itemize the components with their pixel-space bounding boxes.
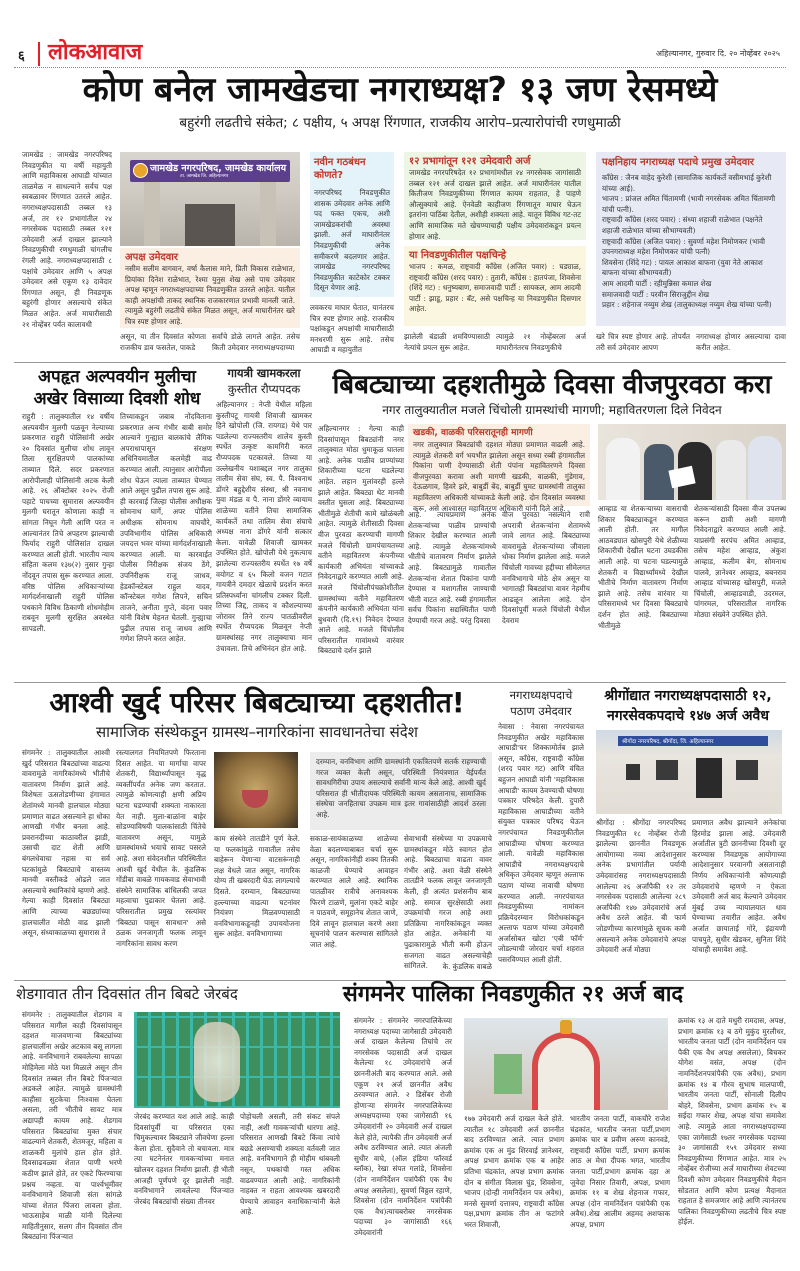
alliance-box-title: नवीन गठबंधन कोणते?	[314, 157, 366, 181]
masthead-divider	[38, 42, 41, 66]
story5-col3: काम संस्थेने तातडीने पूर्ण केले. या फलकांमुळे गावातील तसेच बाहेरून येणाऱ्या वाटसरूंनाही लक्ष वेधले जात असून, नागरिक योग्य ती खबरदारी घेऊ लागल्याचे दिसते. दरम्यान, बिबट्याच्या हल्ल्याच्या वाढत्या घटनांवर नियंत्रण मिळवण्यासाठी वनविभागाकडूनही उपाययोजना सुरू आहेत. वनविभागाच्या	[214, 834, 300, 939]
building-window	[626, 764, 640, 780]
person-figure	[748, 436, 782, 500]
leopard-photo	[214, 752, 298, 828]
person-figure	[606, 438, 640, 500]
independents-box	[120, 248, 300, 328]
candidates-box	[596, 152, 786, 326]
story5-col5: सेवाभावी संस्थेच्या या उपक्रमाचे ग्रामस्थांकडून मोठे स्वागत होत आहे. बिबट्याचा वाढता वावर गंभीर आहे. अशा वेळी संस्थेने तातडीने फलक लावून जनजागृती केली, ही अत्यंत प्रशंसनीय बाब आहे. समाज सुरक्षेसाठी अशा उपक्रमांची गरज आहे अशा प्रतिक्रिया नागरिकांकडून व्यक्त होत आहेत. अनेकांनी या पुढाकारामुळे भीती कमी होऊन सजगता वाढत असल्याचेही सांगितले.	[404, 834, 492, 971]
story4-box	[408, 424, 590, 513]
candidate-item: आम आदमी पार्टी : रहीमुन्निसा कमाल शेख	[602, 278, 712, 288]
independents-box-body: नसीम सलीम बागवान, वर्षा कैलास माने, प्रिती विकास राळेभात, प्रियांका दिनेश राळेभात, रेश्मा युनुस शेख असे पाच उमेदवार अपक्ष म्हणून नगराध्यक्षपदाच्या निवडणुकीत उतरले आहेत. यातील काही अपक्षांची ताकद स्थानिक राजकारणात प्रभावी मानली जाते. त्यामुळे बहुरंगी लढतीचे संकेत मिळत असून, अर्ज माघारीनंतर खरे चित्र स्पष्ट होणार आहे.	[125, 264, 295, 326]
story1-col4a: झालेली बंडाळी शमविण्यासाठी नेत्यांचे प्रयत्न सुरू आहेत.	[404, 332, 490, 352]
candidate-item: राष्ट्रवादी काँग्रेस (शरद पवार) : संध्या शहाजी राळेभात (पक्षनेते शहाजी राळेभात यांच्या सौभाग्यवती)	[602, 215, 763, 235]
story2-headline: अपहृत अल्पवयीन मुलीचा अखेर विसाव्या दिवशी शोध	[33, 367, 201, 409]
sangamner-municipal-gate-photo	[464, 1018, 668, 1110]
story6-body: नेवासा : नेवासा नगरपंचायत निवडणुकीत अखेर महाविकास आघाडी'चर शिक्कामोर्तब झाले असून, काँग्रेस, राष्ट्रवादी काँग्रेस (शरद पवार गट) आणि वंचित बहुजन आघाडी यांनी 'महाविकास आघाडी' कायम ठेवण्याची घोषणा पत्रकार परिषदेत केली. दुपारी महाविकास आघाडीच्या वतीने संयुक्त पत्रकार परिषद घेऊन नगरपंचायत निवडणुकीतील आघाडीच्या घोषणा करण्यात आली. यावेळी महाविकास आघाडीचे नगराध्यक्षपदाचे अधिकृत उमेदवार म्हणून अल्ताफ पठाण यांच्या नावाची घोषणा करण्यात आली. नगरपंचायत निवडणुकीच्या नामांकन प्रक्रियेदरम्यान विरोधकांकडून अल्ताफ पठाण यांच्या उमेदवारी अर्जासोबत खोटा 'एबी फॉर्म' जोडल्याची जोरदार चर्चा शहरात पसरविण्यात आली होती.	[498, 722, 584, 965]
story4-col5: शेतकऱ्यांसाठी दिवसा वीज उपलब्ध करून द्यावी अशी मागणी निवेदनाद्वारे करण्यात आली आहे. याप्रसंगी सरपंच अमित आव्हाड, तसेच महेश आव्हाड, अंकुश आव्हाड, कलीम बेग, सोमनाथ पालवे, ज्ञानेश्वर आव्हाड, बबनराव आव्हाड यांच्यासह खोसपुरी, मजले चिंचोली, आव्हाडवाडी, उदरमल, पांगरमल, परिसरातील नागरिक मोठ्या संख्येने उपस्थित होते.	[694, 504, 786, 619]
story9-headline: संगमनेर पालिका निवडणुकीत २१ अर्ज बाद	[342, 982, 684, 1007]
story4-headline: बिबट्याच्या दहशतीमुळे दिवसा वीजपुरवठा करा	[332, 370, 772, 400]
story5-subheadline: सामाजिक संस्थेकडून ग्रामस्थ–नागरिकांना सावधानतेचा संदेश	[96, 723, 418, 741]
story3-headline-line2: कुस्तीत रौप्यपदक	[227, 382, 301, 396]
story1-col3: लवकरच माघार घेतात, यानंतरच चित्र स्पष्ट होणार आहे. राजकीय पक्षांकडून अपक्षांची माघारीसाठी मनधरणी सुरू आहे. तसेच आघाडी व महायुतीत	[310, 303, 394, 355]
building-door	[185, 204, 235, 246]
symbols-box	[404, 246, 586, 326]
story5-headline: आश्वी खुर्द परिसर बिबट्याच्या दहशतीत!	[49, 686, 465, 719]
story9-col3: भारतीय जनता पार्टी, वाकचौरे राजेश चंद्रकांत, भारतीय जनता पार्टी,प्रभाग क्रमांक चार ब प्रवीण अरुण कानवडे, राष्ट्रवादी काँग्रेस पार्टी, प्रभाग क्रमांक आठ अ मेधा दीपक भगत, भारतीय जनता पार्टी,प्रभाग क्रमांक दहा अ जुवेदा निसार तिवारी, अपक्ष, प्रभाग क्रमांक ११ ब शेख शेहनाज गफार, अपक्ष (दोन नामनिर्देशन पत्रांपैकी एक अवैध).शेख आलीम अहमद अशफाक अपक्ष, प्रभाग	[570, 1114, 670, 1229]
candidate-item: राष्ट्रवादी काँग्रेस (अजित पवार) : सुवर्णा महेश निमोणकर (भावी उपनगराध्यक्ष महेश निमोणकर यांची पत्नी)	[602, 236, 765, 257]
story7-headline-line2: नगरसेवकपदाचे १४७ अर्ज अवैध	[607, 708, 769, 724]
building-window	[696, 758, 722, 798]
masthead-rule	[14, 67, 786, 68]
story8-col1: संगमनेर : तालुक्यातील शेडगाव व परिसरात मागील काही दिवसांपासून दहशत माजवणाऱ्या बिबट्यांच्या हालचालींना अखेर अटकाव बसू लागला आहे. वनविभागाने राबवलेल्या सापळा मोहिमेला मोठे यश मिळाले असून तीन दिवसांत तब्बल तीन बिबटे पिंजऱ्यात अडकले आहेत. त्यामुळे ग्रामस्थांनी काहीसा सुटकेचा निःश्वास घेतला असला, तरी भीतीचे सावट मात्र अद्यापही कायम आहे. शेडगाव परिसरात बिबट्यांचा मुक्त संचार वाढल्याने शेतकरी, शेतमजूर, महिला व शाळकरी मुलांचे हाल होत होते. दिवसाढवळ्या शेतात पाणी भरणे कठीण झाले होते, तर एकटे फिरण्याचा प्रश्नच नव्हता. या पार्श्वभूमीवर वनविभागाने शिवाजी संता सांगळे यांच्या शेतात पिंजरा लावला होता. भाऊसाहेब माळी यांनी दिलेल्या माहितीनुसार, सलग तीन दिवसांत तीन बिबट्यांना पिंजऱ्यात	[22, 1010, 122, 1242]
story4-col2: आहे. त्याचप्रमाणे अनेक शेतकऱ्यांच्या पाळीव प्राण्यांची शिकार देखील करण्यात आली आहे. त्यामुळे शेतकऱ्यांमध्ये भीतीचे वातावरण निर्माण झालेले आहे. बिबट्यामुळे गावातील शेतकऱ्यांना शेतात पिकांना पाणी देण्यास व मशागतीस जाण्याची भीती वाटत आहे. रब्बी हंगामातील सर्वच पिकांना सद्यस्थितीत पाणी देण्याची गरज आहे. परंतु दिवसा	[408, 510, 496, 625]
story5-col4: सकाळ-सायंकाळच्या शाळेच्या वेळा बदलण्याबाबत चर्चा सुरू असून, नागरिकांनीही शक्य तितकी काळजी घेण्याचे आवाहन करण्यात आले आहे. स्थानिक पातळीवर रात्रीचे अनावश्यक फिरणे टाळणे, मुलांना एकटे बाहेर न पाठवणे, समूहानेच शेतात जाणे, दिवे लावून हालचाल करणे अशा सूचनांचे पालन करण्यास सांगितले जात आहे.	[310, 834, 398, 949]
story4-box-title: खडकी, वाळकी परिसरातूनही मागणी	[413, 428, 533, 438]
shrigonda-office-photo	[596, 730, 782, 814]
page-number: ६	[18, 49, 25, 64]
building-window	[736, 760, 758, 780]
wards-box-body: जामखेड नगरपरिषदेत १२ प्रभागांमधील २४ नगरसेवक जागांसाठी तब्बल १२१ अर्ज दाखल झाले आहेत. अर्ज माघारीनंतर यातील कितीजण निवडणुकीच्या रिंगणात कायम राहतात, हे पाहणे औत्सुक्याचे आहे. ऐनवेळी काहीजण रिंगणातून माघार घेऊन इतरांना पाठिंबा देतील, अशीही शक्यता आहे. यातून विविध गट-तट आणि सामाजिक मते खेचण्याचाही पक्षीय उमेदवारांकडून प्रयत्न होणार आहे.	[409, 168, 581, 241]
story9-col1: संगमनेर : संगमनेर नगरपालिकेच्या नगराध्यक्ष पदाच्या जागेसाठी उमेदवारी अर्ज दाखल केलेल्या तिघांचे तर नगरसेवक पदासाठी अर्ज दाखल केलेल्या १८ उमेदवारांचे अर्ज छाननीअंती बाद करण्यात आले. असे एकूण २१ अर्ज छाननीत अवैध ठरवण्यात आले. २ डिसेंबर रोजी होणाऱ्या संगमनेर नगरपालिकेच्या अध्यक्षपदाच्या एका जागेसाठी १६ उमेदवारांनी २० उमेदवारी अर्ज दाखल केले होते, त्यापैकी तीन उमेदवारी अर्ज अवैध ठरविण्यात आले. त्यात अंजली सुधीर वाघे, (ऑल इंडिया फॉरवर्ड ब्लॉक), रेखा संपत गलांडे, शिवसेना (दोन नामनिर्देशन पत्रांपैकी एक वैध अपक्ष असलेला), सुवर्णा विठ्ठल रहाणे, शिवसेना (दोन नामनिर्देशन पत्रांपैकी एक वैध)त्याचबरोबर नगरसेवक पदाच्या ३० जागांसाठी १६६ उमेदवारांनी	[354, 1016, 452, 1237]
signboard	[494, 1054, 522, 1094]
story4-col3: वीज पुरवठा नसल्याने रात्री अपरात्री शेतकऱ्यांना शेतामध्ये जावे लागत आहे. बिबट्याच्या वावरामुळे शेतकऱ्यांच्या जीवाला धोका निर्माण झालेला आहे. मजले चिंचोली गावच्या हद्दीच्या सीमेलगत वनविभागाचे मोठे क्षेत्र असून या भागातही बिबट्यांचा वावर नेहमीच आढळून आलेला आहे. दोन दिवसांपूर्वी मजले चिंचोली येथील देवराम	[502, 510, 590, 625]
story5-signoff: के. कुंडलिक वाबळे	[442, 962, 492, 971]
story7-col1: श्रीगोंदा : श्रीगोंदा नगरपरिषद निवडणुकीत १८ नोव्हेंबर रोजी झालेल्या छाननीत निवडणूक आयोगाच्या नव्या आदेशानुसार अनेक प्रभागांतील पर्यायी उमेदवारांसह नगराध्यक्षपदासाठी आलेल्या २६ अर्जांपैकी १२ तर नगरसेवक पदासाठी आलेल्या २८९ अर्जांपैकी १४७ उमेदवारांचे अर्ज अवैध ठरले आहेत. बी फार्म जोडणीच्या कारणांमुळे सूचक कमी असल्याने अनेक उमेदवारांचे अपक्ष उमेदवारी अर्ज मोठ्या	[596, 818, 686, 955]
story2-col2: तिच्याकडून जबाब नोंदविताना प्रकरणात अन्य गंभीर बाबी समोर आल्याने गुन्ह्यात बालकांचे लैंगिक अपराधापासून संरक्षण अधिनियमातील कलमेही वाढ करण्यात आली. त्यानुसार आरोपीला शोध घेऊन त्याला ताब्यात घेण्यात आले असून पुढील तपास सुरू आहे. ही कारवाई जिल्हा पोलीस अधीक्षक सोमनाथ घार्गे, अपर पोलिस अधीक्षक सोमनाथ वाघचौरे, उपविभागीय पोलिस अधिकारी जयदत्त भवर यांच्या मार्गदर्शनाखाली करण्यात आली. या कारवाईत पोलीस निरीक्षक संजय ठेंगे, उपनिरीक्षक राजू जाधव, हेडकॉन्स्टेबल राहुल यादव, कॉन्स्टेबल गणेश लिपने, सचिन ताजने, अनीता गुप्ते, वंदना पवार यांनी विशेष मेहनत घेतली. गुन्ह्याचा पुढील तपास राजू जाधव आणि गणेश लिपने करत आहेत.	[120, 412, 212, 644]
office-sign-board	[618, 736, 768, 746]
story8-headline: शेडगावात तीन दिवसांत तीन बिबटे जेरबंद	[16, 985, 238, 1003]
independents-box-title: अपक्ष उमेदवार	[125, 252, 178, 263]
story7-headline-line1: श्रीगोंद्यात नगराध्यक्षपदासाठी १२,	[604, 688, 772, 704]
leopard-body	[194, 1022, 240, 1102]
emblem-icon	[133, 163, 148, 178]
office-sign-board	[130, 160, 290, 182]
section-divider	[14, 980, 786, 981]
candidate-item: समाजवादी पार्टी : परवीन सिराजुद्दीन शेख	[602, 289, 709, 299]
masthead	[14, 40, 786, 68]
candidate-item: काँग्रेस : जैनब वाहेद कुरेशी (सामाजिक कार्यकर्ते वसीमभाई कुरेशी यांच्या आई).	[602, 173, 772, 193]
paper-logo: लोकआवाज	[48, 40, 143, 65]
story9-col2: १७७ उमेदवारी अर्ज दाखल केले होते. त्यातील १८ उमेदवारी अर्ज छाननीत बाद ठरविण्यात आले. त्यात प्रभाग क्रमांक एक अ मुंढ शिरवाई ज्ञानेश्वर, अपक्ष प्रभाग क्रमांक एक ब आहेर प्रतिभा चंद्रकांत, अपक्ष प्रभाग क्रमांक दोन ब संगीता विलास घुंड, शिवसेना, भाजप (दोन्ही नामनिर्देशन पत्र अवैध), मनसे सुवर्णा दत्तात्रय, राष्ट्रवादी काँग्रेस पक्ष,प्रभाग क्रमांक तीन अ फटांगरे भरत शिवाजी,	[464, 1114, 564, 1229]
office-sign-text: श्रीगोंदा नगरपरिषद, श्रीगोंदा, जि. अहिल्यानगर	[622, 739, 714, 745]
symbols-box-title: या निवडणुकीतील पक्षचिन्हे	[409, 250, 507, 261]
story5-box	[310, 752, 492, 830]
gate-emblem	[560, 1020, 572, 1034]
story1-col5a: खरे चित्र स्पष्ट होणार आहे. तोपर्यंत तरी सर्व उमेदवार आपण	[596, 332, 690, 352]
section-divider	[14, 682, 786, 683]
memorandum-handover-photo	[598, 424, 786, 500]
gate-arch	[532, 1032, 600, 1110]
candidates-box-title: पक्षनिहाय नगराध्यक्ष पदाचे प्रमुख उमेदवार	[602, 157, 754, 168]
candidate-item: शिवसेना (शिंदे गट) : पायल आकाश बाफना (युवा नेते आकाश बाफना यांच्या सौभाग्यवती)	[602, 257, 763, 278]
story4-col1: अहिल्यानगर : गेल्या काही दिवसांपासून बिबट्यांनी नगर तालुक्यात मोठा धुमाकूळ घातला आहे. अनेक पाळीव प्राण्यांच्या शिकारीच्या घटना घडलेल्या आहेत. लहान मुलांवरही हल्ले झाले आहेत. बिबट्या थेट मानवी वस्तीत घुसला आहे. बिबट्याच्या भीतीमुळे शेतीची कामे खोळंबली आहेत. त्यामुळे शेतीसाठी दिवसा वीज पुरवठा करण्याची मागणी मजले चिंचोली ग्रामपंचायतच्या वतीने महावितरण कंपनीच्या कार्यकारी अभियंता यांच्याकडे निवेदनाद्वारे करण्यात आली आहे. मजले चिंचोलीपंचक्रोशीतील ग्रामस्थांच्या वतीने महावितरण कंपनीने कार्यकारी अभियंता यांना बुधवारी (दि.१९) निवेदन देण्यात आले आहे. मजले चिंचोलीव परिसरातील गावांमध्ये वारंवार बिबट्याचे दर्शन झाले	[318, 424, 404, 656]
alliance-box	[310, 152, 394, 297]
candidate-item: प्रहार : शहेनाज नय्युम शेख (तालुकाध्यक्ष नय्युम शेख यांच्या पत्नी)	[602, 300, 772, 310]
office-sign-subtext: ता. जामखेड जि. अहिल्यानगर	[180, 174, 229, 179]
jamkhed-office-photo	[120, 152, 300, 246]
symbols-box-body: भाजप : कमळ, राष्ट्रवादी काँग्रेस (अजित पवार) : घड्याळ, राष्ट्रवादी काँग्रेस (शरद पवार) : तुतारी, काँग्रेस : हातपंजा, शिवसेना (शिंदे गट) : धनुष्यबाण, समाजवादी पार्टी : सायकल, आम आदमी पार्टी : झाडू, प्रहार : बॅट, असे पक्षचिन्ह या निवडणुकीत दिसणार आहेत.	[409, 262, 581, 314]
story6-headline-line2: पठाण उमेदवार	[510, 704, 572, 718]
story9-col4: क्रमांक १३ अ दाते मधुरी रामदास, अपक्ष, प्रभाग क्रमांक १३ ब ठगे मुकुंद मुरलीधर, भारतीय जनता पार्टी (दोन नामनिर्देशन पत्र पैकी एक वैध अपक्ष असलेला), बिचकर योगेश वसंत, अपक्ष (दोन नामनिर्देशनपत्रांपैकी एक अवैध), प्रभाग क्रमांक १४ ब गौरव सुभाष मालपाणी, भारतीय जनता पार्टी, सोनाली दिलीप बोहरे, शिवसेना, प्रभाग क्रमांक १५ ब सईदा गफार शेख, अपक्ष यांचा समावेश आहे. त्यामुळे आता नगराध्यक्षपदाच्या एका जागेसाठी १७तर नगरसेवक पदाच्या ३० जागांसाठी १५९ उमेदवार सध्या निवडणुकीच्या रिंगणात आहेत. मात्र २५ नोव्हेंबर रोजीच्या अर्ज माघारीच्या शेवटच्या दिवशी कोण उमेदवार निवडणुकीचे मैदान सोडतात आणि कोण प्रत्यक्ष मैदानात राहतात हे समजणार आहे आणि त्यानंतरच पालिका निवडणुकीच्या लढतीचे चित्र स्पष्ट होईल.	[678, 1016, 786, 1227]
story3-headline-line1: गायत्री खामकरला	[227, 366, 301, 380]
story1-col-mid-b: सर्वांचे डोळे लागले आहेत. तसेच किती उमेदवार नगराध्यक्षपदाच्या	[212, 332, 300, 352]
caged-leopard-photo	[134, 1012, 340, 1108]
story3-body: अहिल्यानगर : नेप्ती येथील महिला कुस्तीपटू गायत्री शिवाजी खामकर हिने खोपोली (जि. रायगड) येथे पार पडलेल्या राज्यस्तरीय शालेय कुस्ती स्पर्धेत उत्कृष्ट कामगिरी करत रौप्यपदक पटकावले. तिच्या या उल्लेखनीय यशाबद्दल नगर तालुका तालीम सेवा संघ, स्व. पै. विश्वनाथ डोंगरे बहुद्देशीय संस्था, श्री नवनाथ युवा मंडळ व पै. नाना डोंगरे व्यायाम शाळेच्या वतीने तिचा सामाजिक कार्यकर्ते तथा तालिम सेवा संघाचे अध्यक्ष नाना डोंगरे यांनी सत्कार केला. यावेळी शिवाजी खामकर उपस्थित होते. खोपोली येथे नुकत्याच झालेल्या राज्यस्तरीय स्पर्धेत १७ वर्षे वयोगट व ६५ किलो वजन गटात गायत्रीने दमदार खेळाचे प्रदर्शन करत प्रतिस्पर्ध्यांना चांगलीच टक्कर दिली. तिच्या जिद्द, ताकद व कौशल्याच्या जोरावर तिने राज्य पातळीवरील स्पर्धेत रौप्यपदक मिळवून नेप्ती ग्रामस्थांसह नगर तालुक्याचा मान उंचावला. तिचे अभिनंदन होत आहे.	[216, 400, 312, 653]
wards-box	[404, 152, 586, 240]
building-window	[656, 760, 678, 780]
story1-subheadline: बहुरंगी लढतीचे संकेत; ८ पक्षीय, ५ अपक्ष रिंगणात, राजकीय आरोप–प्रत्यारोपांची रणधुमाळी	[179, 115, 621, 131]
story8-col2: जेरबंद करण्यात यश आले आहे. काही दिवसांपूर्वी या परिसरात एका चिमुकल्यावर बिबट्याने जीवघेणा हल्ला केला होता. सुदैवाने तो बचावला. मात्र त्या घटनेनंतर गावकऱ्यांच्या मनात खोलवर दहशत निर्माण झाली. ही भीती आजही पूर्णपणे दूर झालेली नाही. वनविभागाने लावलेल्या पिंजऱ्यात जेरबंद बिबट्यांची संख्या तीनवर	[134, 1112, 234, 1206]
wards-box-title: १२ प्रभागांतून १२१ उमेदवारी अर्ज	[409, 156, 531, 167]
story2-col1: राहुरी : तालुक्यातील १४ वर्षीय अल्पवयीन मुलगी पळवून नेल्याच्या प्रकरणात राहुरी पोलिसांनी अखेर २० दिवसांत मुलीचा शोध लावून तिला सुरक्षितपणे पालकांच्या ताब्यात दिले. सदर प्रकरणात आरोपीलाही पोलिसांनी अटक केली आहे. २६ ऑक्टोबर २०२५ रोजी पहाटे पाचच्या सुमारास अल्पवयीन मुलगी घरातून कोणाला काही न सांगता निघून गेली आणि परत न आल्यानंतर तिचे अपहरण झाल्याची फिर्याद राहुरी पोलिसांत दाखल करण्यात आली होती. भारतीय न्याय संहिता कलम १३७(२) नुसार गुन्हा नोंदवून तपास सुरू करण्यात आला. वरिष्ठ पोलिस अधिकाऱ्यांच्या मार्गदर्शनाखाली राहुरी पोलिस पथकाने विविध ठिकाणी शोधमोहीम राबवून मुलगी सुरक्षित अवस्थेत सापडली.	[22, 412, 114, 633]
story4-col4: आव्हाड या शेतकऱ्याच्या वासराची शिकार बिबट्याकडून करण्यात आली होती. तर मागील आठवड्यात खोसपुरी येथे शेळीच्या शिकारीची देखील घटना उघडकीस आली आहे. या घटना घडल्यामुळे शेतकरी व विद्यार्थ्यांमध्ये देखील भीतीचे निर्माण वातावरण निर्माण झाले आहे. तसेच वारंवार या परिसरामध्ये भर दिवसा बिबट्याचे दर्शन होत आहे. बिबट्याच्या भीतीमुळे	[598, 504, 688, 630]
story6-headline-line1: नगराध्यक्षपदाचे	[509, 688, 573, 702]
leopard-mouth	[242, 790, 268, 808]
candidate-item: भाजप : प्रांजल अमित चिंतामणी (भावी नगरसेवक अमित चिंतामणी यांची पत्नी).	[602, 194, 776, 214]
story5-col2: रस्त्यालगत नियमितपणे फिरताना दिसत आहेत. या मार्गाचा वापर शेतकरी, विद्यार्थ्यांपासून वृद्ध व्यक्तींपर्यंत अनेक जण करतात. त्यामुळे कोणत्याही क्षणी अप्रिय घटना घडण्याची शक्यता नाकारता येत नाही. मुला-बाळांना बाहेर सोडण्याविषयी पालकांसाठी चिंतेचे वातावरण असून, यामुळे ग्रामस्थांमध्ये भयाचे सावट पसरले आहे. अशा संवेदनशील परिस्थितीत आश्वी खुर्द येथील के. कुंडलिक गोंडीबा वाबळे गायकवाड सेवाभावी संस्थेने सामाजिक बांधिलकी जपत महत्वाचा पुढाकार घेतला आहे. परिसरातील प्रमुख रस्त्यांवर 'बिबट्या पासून सावधान' असे ठळक जनजागृती फलक लावून नागरिकांना सावध करण	[116, 748, 206, 948]
story5-box-body: दरम्यान, वनविभाग आणि ग्रामस्थांनी एकत्रितपणे सतर्क राहण्याची गरज व्यक्त केली असून, परिस्थिती नियंत्रणात येईपर्यंत सावधगिरीचा उपाय असल्याचे सर्वांनी मान्य केले आहे. आश्वी खुर्द परिसरात ही भीतीदायक परिस्थिती कायम असतानाच, सामाजिक संस्थेचा जनहिताचा उपक्रम मात्र इतर गावांसाठीही आदर्श ठरला आहे.	[316, 757, 486, 819]
alliance-box-body: नगरपरिषद निवडणुकीत शासक उमेदवार अनेक आणि पद फक्त एकच, अशी जामखेडकरांची अवस्था झाली. अर्ज माघारीनंतर निवडणुकीची अनेक समीकरणे बदलणार आहेत. जामखेड नगरपरिषद निवडणुकीत काटेकोर टक्कर दिसून येणार आहे.	[314, 188, 390, 293]
dateline: अहिल्यानगर, गुरुवार दि. २० नोव्हेंबर २०२५	[655, 49, 780, 58]
story1-col1: जामखेड : जामखेड नगरपरिषद निवडणुकीत या वर्षी महायुती आणि महाविकास आघाडी यांच्यात ताळमेळ न साधल्याने सर्वच पक्ष स्वबळावर रिंगणात उतरले आहेत. नगराध्यक्षपदासाठी तब्बल १३ अर्ज, तर १२ प्रभागांतील २४ नगरसेवक पदासाठी तब्बल १२१ उमेदवारी अर्ज दाखल झाल्याने निवडणुकीची रणधुमाळी चांगलीच रंगली आहे. नगराध्यक्षपदासाठी ८ पक्षांचे उमेदवार आणि ५ अपक्ष उमेदवार असे एकूण १३ दावेदार रिंगणात असून, ही निवडणूक बहुरंगी होणार असल्याचे संकेत मिळत आहेत. अर्ज माघारीसाठी २१ नोव्हेंबर पर्यंत कालावधी	[22, 150, 112, 329]
story4-subheadline: नगर तालुक्यातील मजले चिंचोली ग्रामस्थांची मागणी; महावितरणला दिले निवेदन	[382, 403, 722, 417]
story8-col3: पोहोचली असली, तरी संकट संपले नाही, अशी गावकऱ्यांची धारणा आहे. परिसरात आणखी बिबटे किंवा त्यांचे बछडे असण्याची शक्यता वर्तवली जात आहे. वनविभागाने ही मोहीम थांबवली नसून, पथकांची गस्त अधिक वाढवण्यात आली आहे. नागरिकांनी नाहक्त न राहता आवश्यक खबरदारी घेण्याचे आवाहन वनाधिकाऱ्यांनी केले आहे.	[240, 1112, 340, 1217]
story1-col-mid-a: असून, या तीन दिवसांत कोणता राजकीय डाव फसतेल, पाकडे	[120, 332, 206, 352]
section-divider	[14, 362, 786, 363]
story7-col2: प्रमाणात अवैध झाल्याने अनेकांचा हिरमोड झाला आहे. उमेदवारी अर्जातील त्रुटी छाननीच्या दिवशी दूर करण्यास निवडणूक आयोगाच्या आदेशानुसार परवानगी असतानाही निर्णय अधिकाऱ्यांनी कोणत्याही उमेदवारांचे म्हणणे न ऐकता उमेदवारी अर्ज बाद केल्याने उमेदवार मुंबई उच्च न्यायालयात धाव घेण्याच्या तयारीत आहेत. अवैध अर्जात छायाताई गोरे, इंद्रायणी पाचपुते, सुधीर खेडकर, सुनिता शिंदे यांचाही समावेश आहे.	[692, 818, 786, 955]
building-pillar	[260, 182, 276, 246]
story1-col4b: त्यामुळे २१ नोव्हेंबरला अर्ज माघारीनंतरच निवडणुकीचे	[496, 332, 586, 352]
building-pillar	[144, 182, 160, 246]
story1-headline: कोण बनेल जामखेडचा नगराध्यक्ष? १३ जण रेसमध्ये	[82, 70, 718, 110]
office-sign-text: जामखेड नगरपरिषद, जामखेड कार्यालय	[150, 163, 287, 174]
story4-box-body: नगर तालुक्यात बिबट्यांची दहशत मोठ्या प्रमाणात वाढली आहे. त्यामुळे शेतकरी वर्ग भयभीत झालेला असून सध्या रब्बी हंगामातील पिकांना पाणी देण्यासाठी शेती पंपांना महावितरणने दिवसा वीजपुरवठा करावा अशी मागणी खडकी, वाळकी, गुंडेगाव, देऊळगाव, हिवरे झरे, बाबुर्डी बेंद, बाबुर्डी घुमट ग्रामस्थांनी तालुका महावितरण अधिकारी यांच्याकडे केली आहे. दोन दिवसांत व्यवस्था करू, असे आश्वासन महावितरण अधिकारी यांनी दिले आहे.	[413, 440, 585, 513]
person-figure	[716, 440, 746, 500]
story5-col1: संगमनेर : तालुक्यातील आश्वी खुर्द परिसरात बिबट्यांच्या वाढत्या वावरामुळे नागरिकांमध्ये भीतीचे वातावरण निर्माण झाले आहे. विशेषतः ऊसतोडणीच्या हंगामात शेतांमध्ये मानवी हालचाल मोठ्या प्रमाणात वाढत असल्याने हा धोका आणखी गंभीर बनला आहे. प्रवरानदीच्या काठावरील झाडी, उसाची दाट शेती आणि बंगलधेवाचा नहास या सर्व घटकांमुळे बिबट्याचे वास्तव्य मानवी वस्तीकडे ओढले जात असल्याचे स्थानिकांचे म्हणणे आहे. गेल्या काही दिवसांत बिबट्या आणि त्याच्या बछड्यांच्या हालचालीत मोठी वाढ झाली असून, संध्याकाळच्या सुमारास ते	[22, 748, 110, 938]
story1-col5b: नगराध्यक्ष होणार असल्याचा दावा करीत आहेत.	[696, 332, 786, 352]
